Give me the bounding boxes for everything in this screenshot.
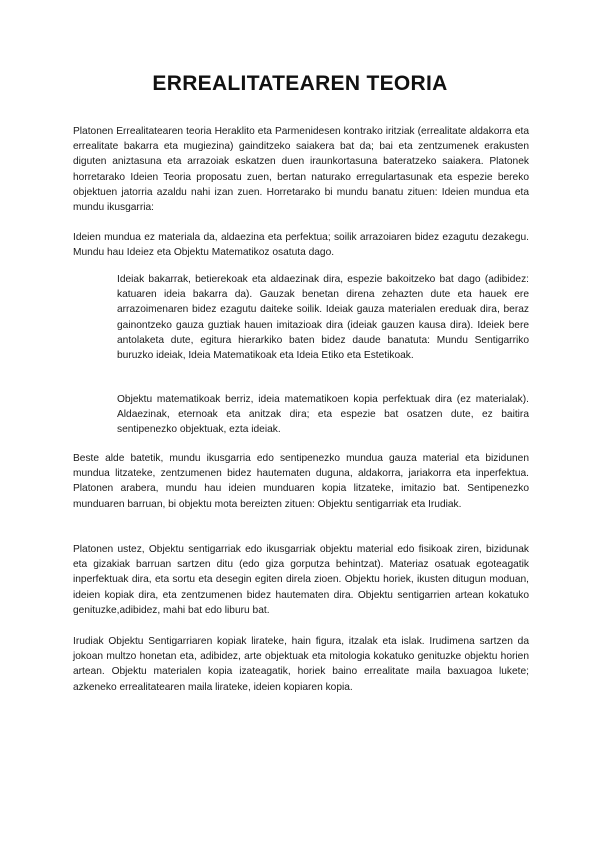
paragraph-math-objects: Objektu matematikoak berriz, ideia matematikoen kopia perfektuak dira (ez materialak). Aldaezinak, eternoak eta anitzak dira; eta espezie bat osatzen dute, ez baitira sentipenezko objektuak, ezta ideiak. xyxy=(117,394,529,436)
page-title: ERREALITATEAREN TEORIA xyxy=(152,72,448,95)
paragraph-visible-world: Beste alde batetik, mundu ikusgarria edo sentipenezko mundua gauza material eta bizidunen mundua litzateke, zentzumenen bidez hautematen duguna, aldakorra, jariakorra eta inperfektua. Platonen arabera, mundu hau ideien munduaren kopia litzateke, imitazio bat. Sentipenezko munduaren barruan, bi objektu mota bereizten zituen: Objektu sentigarriak eta Irudiak. xyxy=(73,453,529,510)
paragraph-ideas-description: Ideiak bakarrak, betierekoak eta aldaezinak dira, espezie bakoitzeko bat dago (adibidez: katuaren ideia bakarra da). Gauzak benetan direna zehazten dute eta hauek ere arrazoimenaren bidez ezagutu daiteke soilik. Ideiak gauza materialen ereduak dira, beraz gainontzeko gauza guztiak hauen imitazioak dira (ideiak gauzen kausa dira). Ideiek bere antolaketa dute, egitura hierarkiko baten bidez daude banatuta: Mundu Sentigarriko buruzko ideiak, Ideia Matematikoak eta Ideia Etiko eta Estetikoak. xyxy=(117,274,529,362)
paragraph-intro: Platonen Errealitatearen teoria Heraklito eta Parmenidesen kontrako iritziak (errealitate aldakorra eta errealitate bakarra eta mugiezina) gainditzeko saiakera bat da; bai eta zentzumenek erakusten diguten aniztasuna eta arrazoiak eskatzen duen iraunkortasuna bateratzeko saiakera. Platonek horretarako Ideien Teoria proposatu zuen, bertan naturako erregulartasunak eta espezie bereko objektuen jatorria azaldu nahi izan zuen. Horretarako bi mundu banatu zituen: Ideien mundua eta mundu ikusgarria: xyxy=(73,126,529,214)
paragraph-images: Irudiak Objektu Sentigarriaren kopiak lirateke, hain figura, itzalak eta islak. Irudimena sartzen da jokoan multzo honetan eta, adibidez, arte objektuak eta mitologia kokatuko genituzke objektu horien artean. Objektu materialen kopia izateagatik, horiek baino errealitate maila baxuagoa lukete; azkeneko errealitatearen maila lirateke, ideien kopiaren kopia. xyxy=(73,636,529,693)
paragraph-ideas-world: Ideien mundua ez materiala da, aldaezina eta perfektua; soilik arrazoiaren bidez ezagutu dezakegu. Mundu hau Ideiez eta Objektu Matematikoz osatuta dago. xyxy=(73,232,529,259)
paragraph-sensible-objects: Platonen ustez, Objektu sentigarriak edo ikusgarriak objektu material edo fisikoak ziren, bizidunak eta gizakiak barruan sartzen ditu (edo giza gorputza behintzat). Materiaz osatuak egoteagatik inperfektuak dira, eta sortu eta desegin egiten direla zioen. Objektu horiek, ikusten ditugun moduan, ideien kopiak dira, eta zentzumenen bidez hautematen dira. Objektu sentigarrien artean kokatuko genituzke,adibidez, mahi bat edo liburu bat. xyxy=(73,544,529,616)
